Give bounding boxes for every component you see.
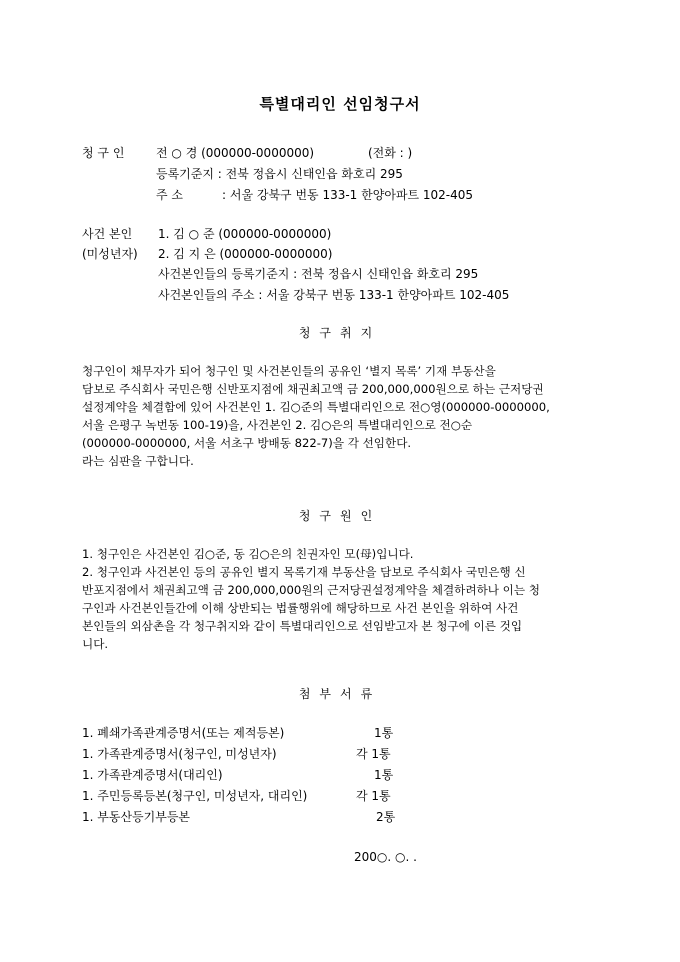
purpose-line: 담보로 주식회사 국민은행 신반포지점에 채권최고액 금 200,000,000원으로 하는 근저당권 [82, 382, 544, 396]
attachment-name: 1. 가족관계증명서(청구인, 미성년자) [82, 747, 277, 761]
document-date: 200○. ○. . [354, 850, 417, 864]
attachment-name: 1. 부동산등기부등본 [82, 810, 191, 824]
principals-address: 사건본인들의 주소 : 서울 강북구 번동 133-1 한양아파트 102-405 [158, 288, 510, 302]
purpose-line: 라는 심판을 구합니다. [82, 454, 194, 468]
purpose-line: 설정계약을 체결함에 있어 사건본인 1. 김○준의 특별대리인으로 전○영(000000-0000000, [82, 400, 550, 414]
cause-line: 구인과 사건본인들간에 이해 상반되는 법률행위에 해당하므로 사건 본인을 위하여 사건 [82, 601, 519, 615]
principals-label-minor: (미성년자) [82, 247, 138, 261]
claimant-name: 전 ○ 경 (000000-0000000) [156, 146, 315, 160]
principals-domicile: 사건본인들의 등록기준지 : 전북 정읍시 신태인읍 화호리 295 [158, 267, 479, 281]
attachment-name: 1. 폐쇄가족관계증명서(또는 제적등본) [82, 726, 285, 740]
cause-paragraph [82, 545, 600, 653]
attachment-qty: 1통 [374, 726, 394, 740]
claimant-address-label: 주 소 [156, 188, 183, 202]
principal-1: 1. 김 ○ 준 (000000-0000000) [158, 227, 332, 241]
principal-2: 2. 김 지 은 (000000-0000000) [158, 247, 333, 261]
attachment-name: 1. 가족관계증명서(대리인) [82, 768, 223, 782]
cause-line: 반포지점에서 채권최고액 금 200,000,000원의 근저당권설정계약을 체결하려하나 이는 청 [82, 583, 540, 597]
cause-line: 2. 청구인과 사건본인 등의 공유인 별지 목록기재 부동산을 담보로 주식회사 국민은행 신 [82, 565, 526, 579]
attachments-heading: 첨부서류 [298, 687, 382, 701]
claimant-domicile: 등록기준지 : 전북 정읍시 신태인읍 화호리 295 [156, 167, 403, 181]
purpose-paragraph [82, 362, 600, 470]
cause-heading: 청구원인 [298, 509, 382, 523]
attachment-qty: 2통 [376, 810, 396, 824]
attachment-qty: 각 1통 [356, 747, 391, 761]
claimant-label: 청 구 인 [82, 146, 125, 160]
attachment-name: 1. 주민등록등본(청구인, 미성년자, 대리인) [82, 789, 308, 803]
purpose-line: 서울 은평구 녹번동 100-19)을, 사건본인 2. 김○은의 특별대리인으로 전○순 [82, 418, 473, 432]
purpose-line: (000000-0000000, 서울 서초구 방배동 822-7)을 각 선임한다. [82, 436, 412, 450]
claimant-address: : 서울 강북구 번동 133-1 한양아파트 102-405 [222, 188, 474, 202]
attachment-qty: 1통 [374, 768, 394, 782]
cause-line: 본인들의 외삼촌을 각 청구취지와 같이 특별대리인으로 선임받고자 본 청구에 이른 것입 [82, 619, 523, 633]
claimant-phone: (전화 : ) [368, 146, 413, 160]
purpose-line: 청구인이 채무자가 되어 청구인 및 사건본인들의 공유인 ‘별지 목록’ 기재 부동산을 [82, 364, 496, 378]
cause-line: 니다. [82, 637, 109, 651]
cause-line: 1. 청구인은 사건본인 김○준, 동 김○은의 친권자인 모(母)입니다. [82, 547, 414, 561]
purpose-heading: 청구취지 [298, 326, 382, 340]
principals-label: 사건 본인 [82, 227, 133, 241]
document-title: 특별대리인 선임청구서 [259, 95, 421, 113]
attachment-qty: 각 1통 [356, 789, 391, 803]
